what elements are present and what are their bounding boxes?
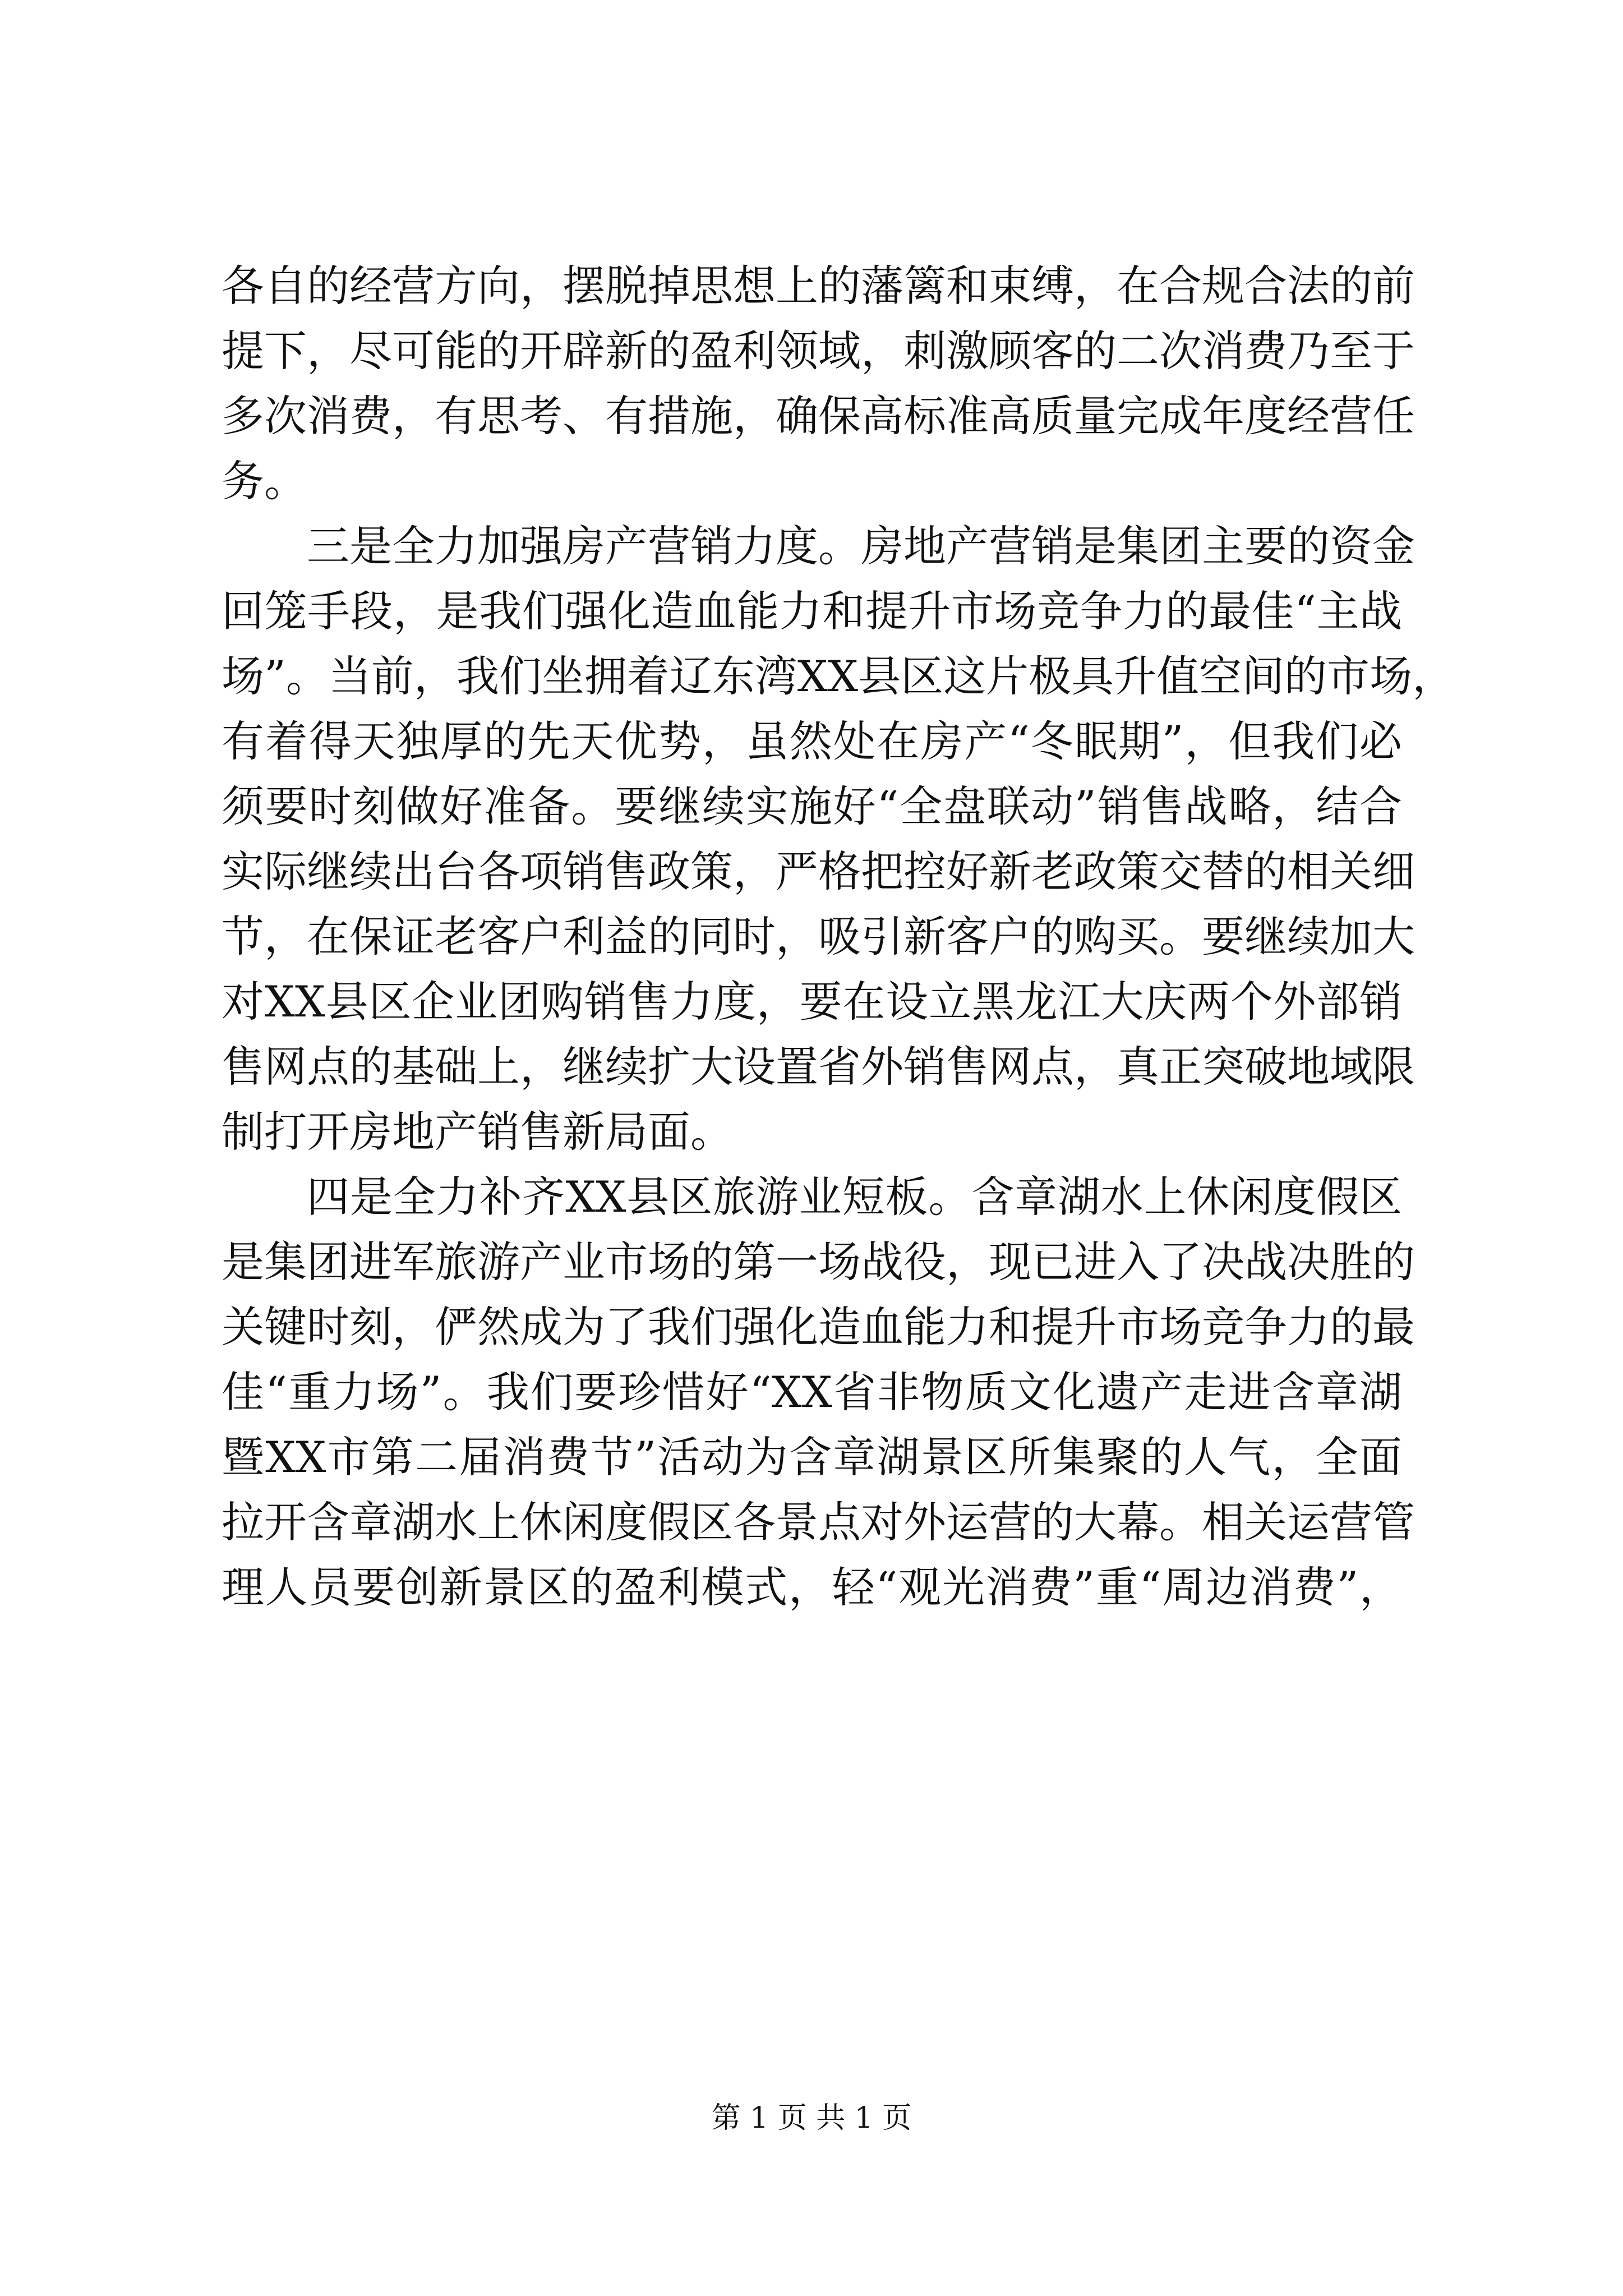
text-line: 是集团进军旅游产业市场的第一场战役，现已进入了决战决胜的: [222, 1237, 1415, 1287]
text-line: 关键时刻，俨然成为了我们强化造血能力和提升市场竞争力的最: [222, 1302, 1415, 1352]
text-line: 提下，尽可能的开辟新的盈利领域，刺激顾客的二次消费乃至于: [222, 326, 1415, 376]
text-line: 各自的经营方向，摆脱掉思想上的藩篱和束缚，在合规合法的前: [222, 261, 1415, 311]
text-line: 制打开房地产销售新局面。: [222, 1107, 733, 1157]
text-line: 三是全力加强房产营销力度。房地产营销是集团主要的资金: [307, 521, 1415, 571]
text-line: 节，在保证老客户利益的同时，吸引新客户的购买。要继续加大: [222, 912, 1415, 961]
document-body: [222, 254, 1455, 1620]
text-line: 四是全力补齐XX县区旅游业短板。含章湖水上休闲度假区: [307, 1172, 1402, 1222]
text-line: 场”。当前，我们坐拥着辽东湾XX县区这片极具升值空间的市场，: [222, 651, 1455, 701]
text-line: 理人员要创新景区的盈利模式，轻“观光消费”重“周边消费”，: [222, 1562, 1402, 1612]
text-line: 务。: [222, 456, 307, 506]
text-line: 须要时刻做好准备。要继续实施好“全盘联动”销售战略，结合: [222, 781, 1402, 831]
text-line: 有着得天独厚的先天优势，虽然处在房产“冬眠期”，但我们必: [222, 716, 1402, 766]
text-line: 实际继续出台各项销售政策，严格把控好新老政策交替的相关细: [222, 846, 1415, 896]
text-line: 暨XX市第二届消费节”活动为含章湖景区所集聚的人气，全面: [222, 1432, 1402, 1482]
paragraph-1: [222, 254, 1415, 514]
page-number-label: 第 1 页 共 1 页: [711, 2101, 912, 2135]
text-line: 多次消费，有思考、有措施，确保高标准高质量完成年度经营任: [222, 391, 1415, 441]
paragraph-3: [222, 1165, 1415, 1620]
text-line: 回笼手段，是我们强化造血能力和提升市场竞争力的最佳“主战: [222, 586, 1402, 636]
text-line: 对XX县区企业团购销售力度，要在设立黑龙江大庆两个外部销: [222, 977, 1402, 1027]
text-line: 拉开含章湖水上休闲度假区各景点对外运营的大幕。相关运营管: [222, 1497, 1415, 1547]
page-footer: [0, 2101, 1623, 2135]
paragraph-2: [222, 514, 1455, 1165]
text-line: 佳“重力场”。我们要珍惜好“XX省非物质文化遗产走进含章湖: [222, 1367, 1402, 1417]
text-line: 售网点的基础上，继续扩大设置省外销售网点，真正突破地域限: [222, 1042, 1415, 1092]
